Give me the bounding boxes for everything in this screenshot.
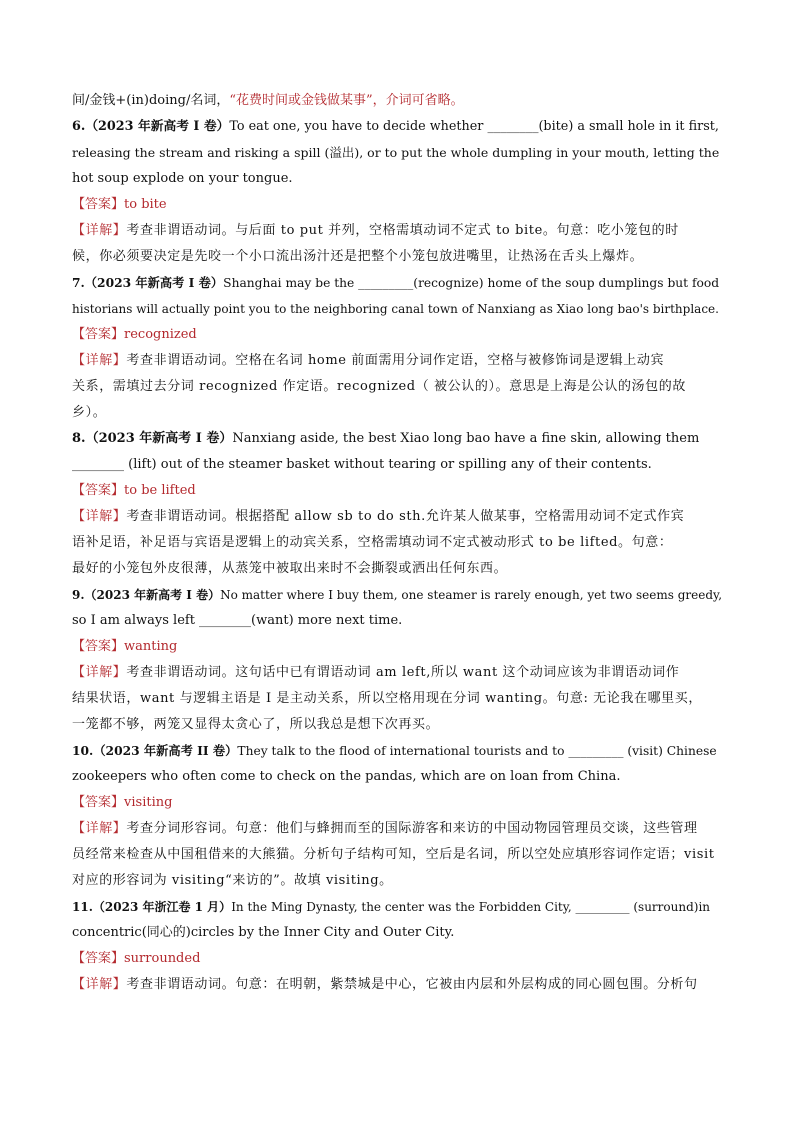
answer-line [72,192,722,218]
detail-label: 【详解】 [72,353,127,368]
question-source: （2023 年新高考 I 卷） [85,119,230,134]
question-line [72,894,722,920]
detail-text: 考查非谓语动词。这句话中已有谓语动词 am left,所以 want 这个动词应该为非谓语动词作 [126,665,680,680]
question-source: （2023 年新高考 I 卷） [84,588,221,602]
detail-line [72,660,722,686]
detail-line [72,972,722,998]
detail-line: 一笼都不够，两笼又显得太贪心了，所以我总是想下次再买。 [72,717,440,732]
question-line: so I am always left ________(want) more next time. [72,613,403,628]
answer-value: to be lifted [124,483,196,498]
question-6 [72,114,722,270]
answer-value: visiting [124,795,173,810]
detail-line: 候，你必须要决定是先咬一个小口流出汤汁还是把整个小笼包放进嘴里，让热汤在舌头上爆炸。 [72,249,644,264]
detail-text: 考查非谓语动词。根据搭配 allow sb to do sth.允许某人做某事，空格需用动词不定式作宾 [126,509,685,524]
question-text: Shanghai may be the _________(recognize) home of the soup dumplings but food [223,276,720,290]
detail-line: 关系，需填过去分词 recognized 作定语。recognized（ 被公认的）。意思是上海是公认的汤包的故 [72,379,686,394]
question-7 [72,270,722,426]
question-text: No matter where I buy them, one steamer is rarely enough, yet two seems greedy, [220,588,723,602]
question-source: （2023 年浙江卷 1 月） [92,900,232,914]
detail-label: 【详解】 [72,821,127,836]
intro-text: 间/金钱+(in)doing/名词， [72,93,230,108]
question-10 [72,738,722,894]
detail-line [72,218,722,244]
answer-label: 【答案】 [72,951,125,966]
detail-line: 员经常来检查从中国租借来的大熊猫。分析句子结构可知，空后是名词，所以空处应填形容词作定语；visit [72,847,715,862]
detail-text: 考查非谓语动词。空格在名词 home 前面需用分词作定语，空格与被修饰词是逻辑上动宾 [126,353,665,368]
answer-label: 【答案】 [72,483,125,498]
detail-line: 结果状语，want 与逻辑主语是 I 是主动关系，所以空格用现在分词 wanting。句意: 无论我在哪里买， [72,691,702,706]
question-source: （2023 年新高考 II 卷） [93,743,238,758]
question-source: （2023 年新高考 I 卷） [84,275,224,290]
question-11 [72,894,722,998]
question-number: 10. [72,743,94,758]
answer-value: wanting [124,639,178,654]
question-line: concentric(同心的)circles by the Inner City and Outer City. [72,925,455,940]
intro-note: “花费时间或金钱做某事”，介词可省略。 [229,93,464,108]
question-number: 8. [72,431,86,446]
answer-line [72,478,722,504]
detail-line [72,348,722,374]
question-number: 7. [72,275,85,290]
question-line [72,114,722,140]
question-line [72,270,722,296]
answer-label: 【答案】 [72,639,125,654]
detail-text: 考查非谓语动词。句意：在明朝，紫禁城是中心，它被由内层和外层构成的同心圆包围。分析句 [126,977,698,992]
question-line [72,738,722,764]
question-text: They talk to the flood of international tourists and to _________ (visit) Chinese [237,744,717,758]
answer-label: 【答案】 [72,795,125,810]
question-line: zookeepers who often come to check on the pandas, which are on loan from China. [72,769,621,784]
question-text: Nanxiang aside, the best Xiao long bao have a fine skin, allowing them [232,431,700,446]
detail-line: 对应的形容词为 visiting“来访的”。故填 visiting。 [72,873,393,888]
answer-label: 【答案】 [72,197,125,212]
answer-line [72,946,722,972]
question-line: hot soup explode on your tongue. [72,171,293,186]
detail-label: 【详解】 [72,665,127,680]
question-line: releasing the stream and risking a spill (溢出), or to put the whole dumpling in your mouth, letting the [72,145,720,160]
detail-text: 考查分词形容词。句意：他们与蜂拥而至的国际游客和来访的中国动物园管理员交谈，这些管理 [126,821,698,836]
question-text: In the Ming Dynasty, the center was the Forbidden City, _________ (surround)in [231,900,711,914]
question-number: 11. [72,900,93,914]
detail-label: 【详解】 [72,223,127,238]
question-9 [72,582,722,738]
question-line: ________ (lift) out of the steamer basket without tearing or spilling any of their contents. [72,457,652,472]
answer-line [72,634,722,660]
answer-line [72,790,722,816]
question-number: 9. [72,588,85,602]
answer-value: surrounded [124,951,201,966]
detail-line [72,504,722,530]
question-line [72,582,722,608]
detail-line: 语补足语，补足语与宾语是逻辑上的动宾关系，空格需填动词不定式被动形式 to be lifted。句意： [72,535,673,550]
intro-line [72,88,722,114]
detail-label: 【详解】 [72,977,127,992]
detail-text: 考查非谓语动词。与后面 to put 并列，空格需填动词不定式 to bite。句意：吃小笼包的时 [126,223,679,238]
detail-label: 【详解】 [72,509,127,524]
answer-line [72,322,722,348]
question-text: To eat one, you have to decide whether ________(bite) a small hole in it first, [229,119,719,134]
question-source: （2023 年新高考 I 卷） [85,431,233,446]
document-page [72,88,722,998]
answer-value: recognized [124,327,197,342]
detail-line: 乡）。 [72,405,107,420]
question-line [72,426,722,452]
detail-line [72,816,722,842]
question-8 [72,426,722,582]
answer-value: to bite [124,197,167,212]
question-number: 6. [72,119,86,134]
detail-line: 最好的小笼包外皮很薄，从蒸笼中被取出来时不会撕裂或洒出任何东西。 [72,561,508,576]
answer-label: 【答案】 [72,327,125,342]
question-line: historians will actually point you to the neighboring canal town of Nanxiang as Xiao long bao's birthplace. [72,302,719,316]
